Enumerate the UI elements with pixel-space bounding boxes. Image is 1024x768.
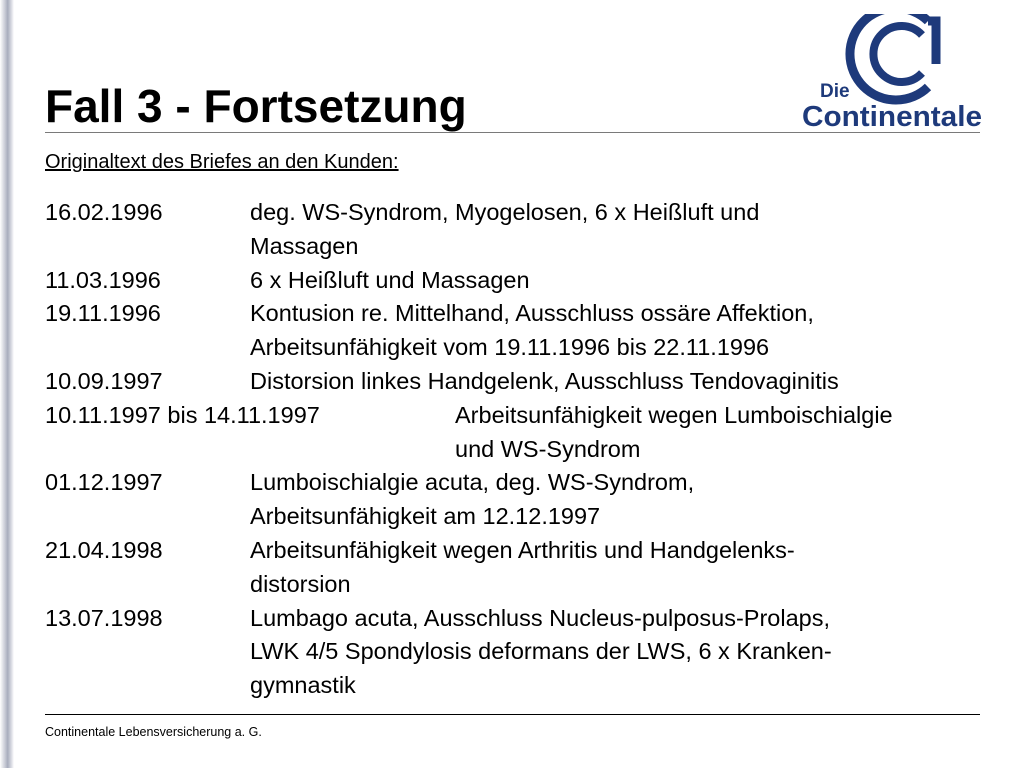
list-item <box>45 264 995 298</box>
footer-divider <box>45 714 980 715</box>
entry-text: Arbeitsunfähigkeit wegen Arthritis und Handgelenks- distorsion <box>250 536 795 597</box>
entry-text: deg. WS-Syndrom, Myogelosen, 6 x Heißluft und Massagen <box>250 199 760 259</box>
entry-date: 13.07.1998 <box>45 604 163 631</box>
logo-arc-inner <box>873 26 922 82</box>
entry-text: Lumboischialgie acuta, deg. WS-Syndrom, Arbeitsunfähigkeit am 12.12.1997 <box>250 469 695 530</box>
entry-date: 16.02.1996 <box>45 199 163 225</box>
entry-text: Distorsion linkes Handgelenk, Ausschluss Tendovaginitis <box>250 367 839 394</box>
entry-text: Arbeitsunfähigkeit wegen Lumboischialgie und WS-Syndrom <box>455 401 893 462</box>
list-item <box>45 399 995 467</box>
slide-title: Fall 3 - Fortsetzung <box>45 80 467 132</box>
left-decorative-bar <box>0 0 14 768</box>
entry-date: 11.03.1996 <box>45 266 161 293</box>
logo-text-die: Die <box>820 81 850 102</box>
continentale-logo <box>800 14 985 132</box>
list-item <box>45 534 995 602</box>
entry-date: 10.11.1997 bis 14.11.1997 <box>45 401 320 428</box>
list-item <box>45 466 995 534</box>
list-item <box>45 297 995 365</box>
list-item <box>45 196 995 264</box>
logo-hook <box>928 21 936 64</box>
subtitle: Originaltext des Briefes an den Kunden: <box>45 151 399 173</box>
footer-text: Continentale Lebensversicherung a. G. <box>45 725 262 739</box>
entry-text: Lumbago acuta, Ausschluss Nucleus-pulposus-Prolaps, LWK 4/5 Spondylosis deformans der LWS, 6 x Kranken- gymnastik <box>250 604 832 699</box>
logo-text-continentale: Continentale <box>802 101 982 132</box>
entry-date: 01.12.1997 <box>45 469 163 496</box>
entry-date: 19.11.1996 <box>45 300 161 327</box>
entry-list <box>45 196 995 703</box>
entry-text: Kontusion re. Mittelhand, Ausschluss ossäre Affektion, Arbeitsunfähigkeit vom 19.11.1996 bis 22.11.1996 <box>250 300 814 361</box>
list-item <box>45 602 995 703</box>
title-divider <box>45 132 980 133</box>
entry-text: 6 x Heißluft und Massagen <box>250 266 530 293</box>
entry-date: 21.04.1998 <box>45 536 163 563</box>
entry-date: 10.09.1997 <box>45 367 163 394</box>
list-item <box>45 365 995 399</box>
